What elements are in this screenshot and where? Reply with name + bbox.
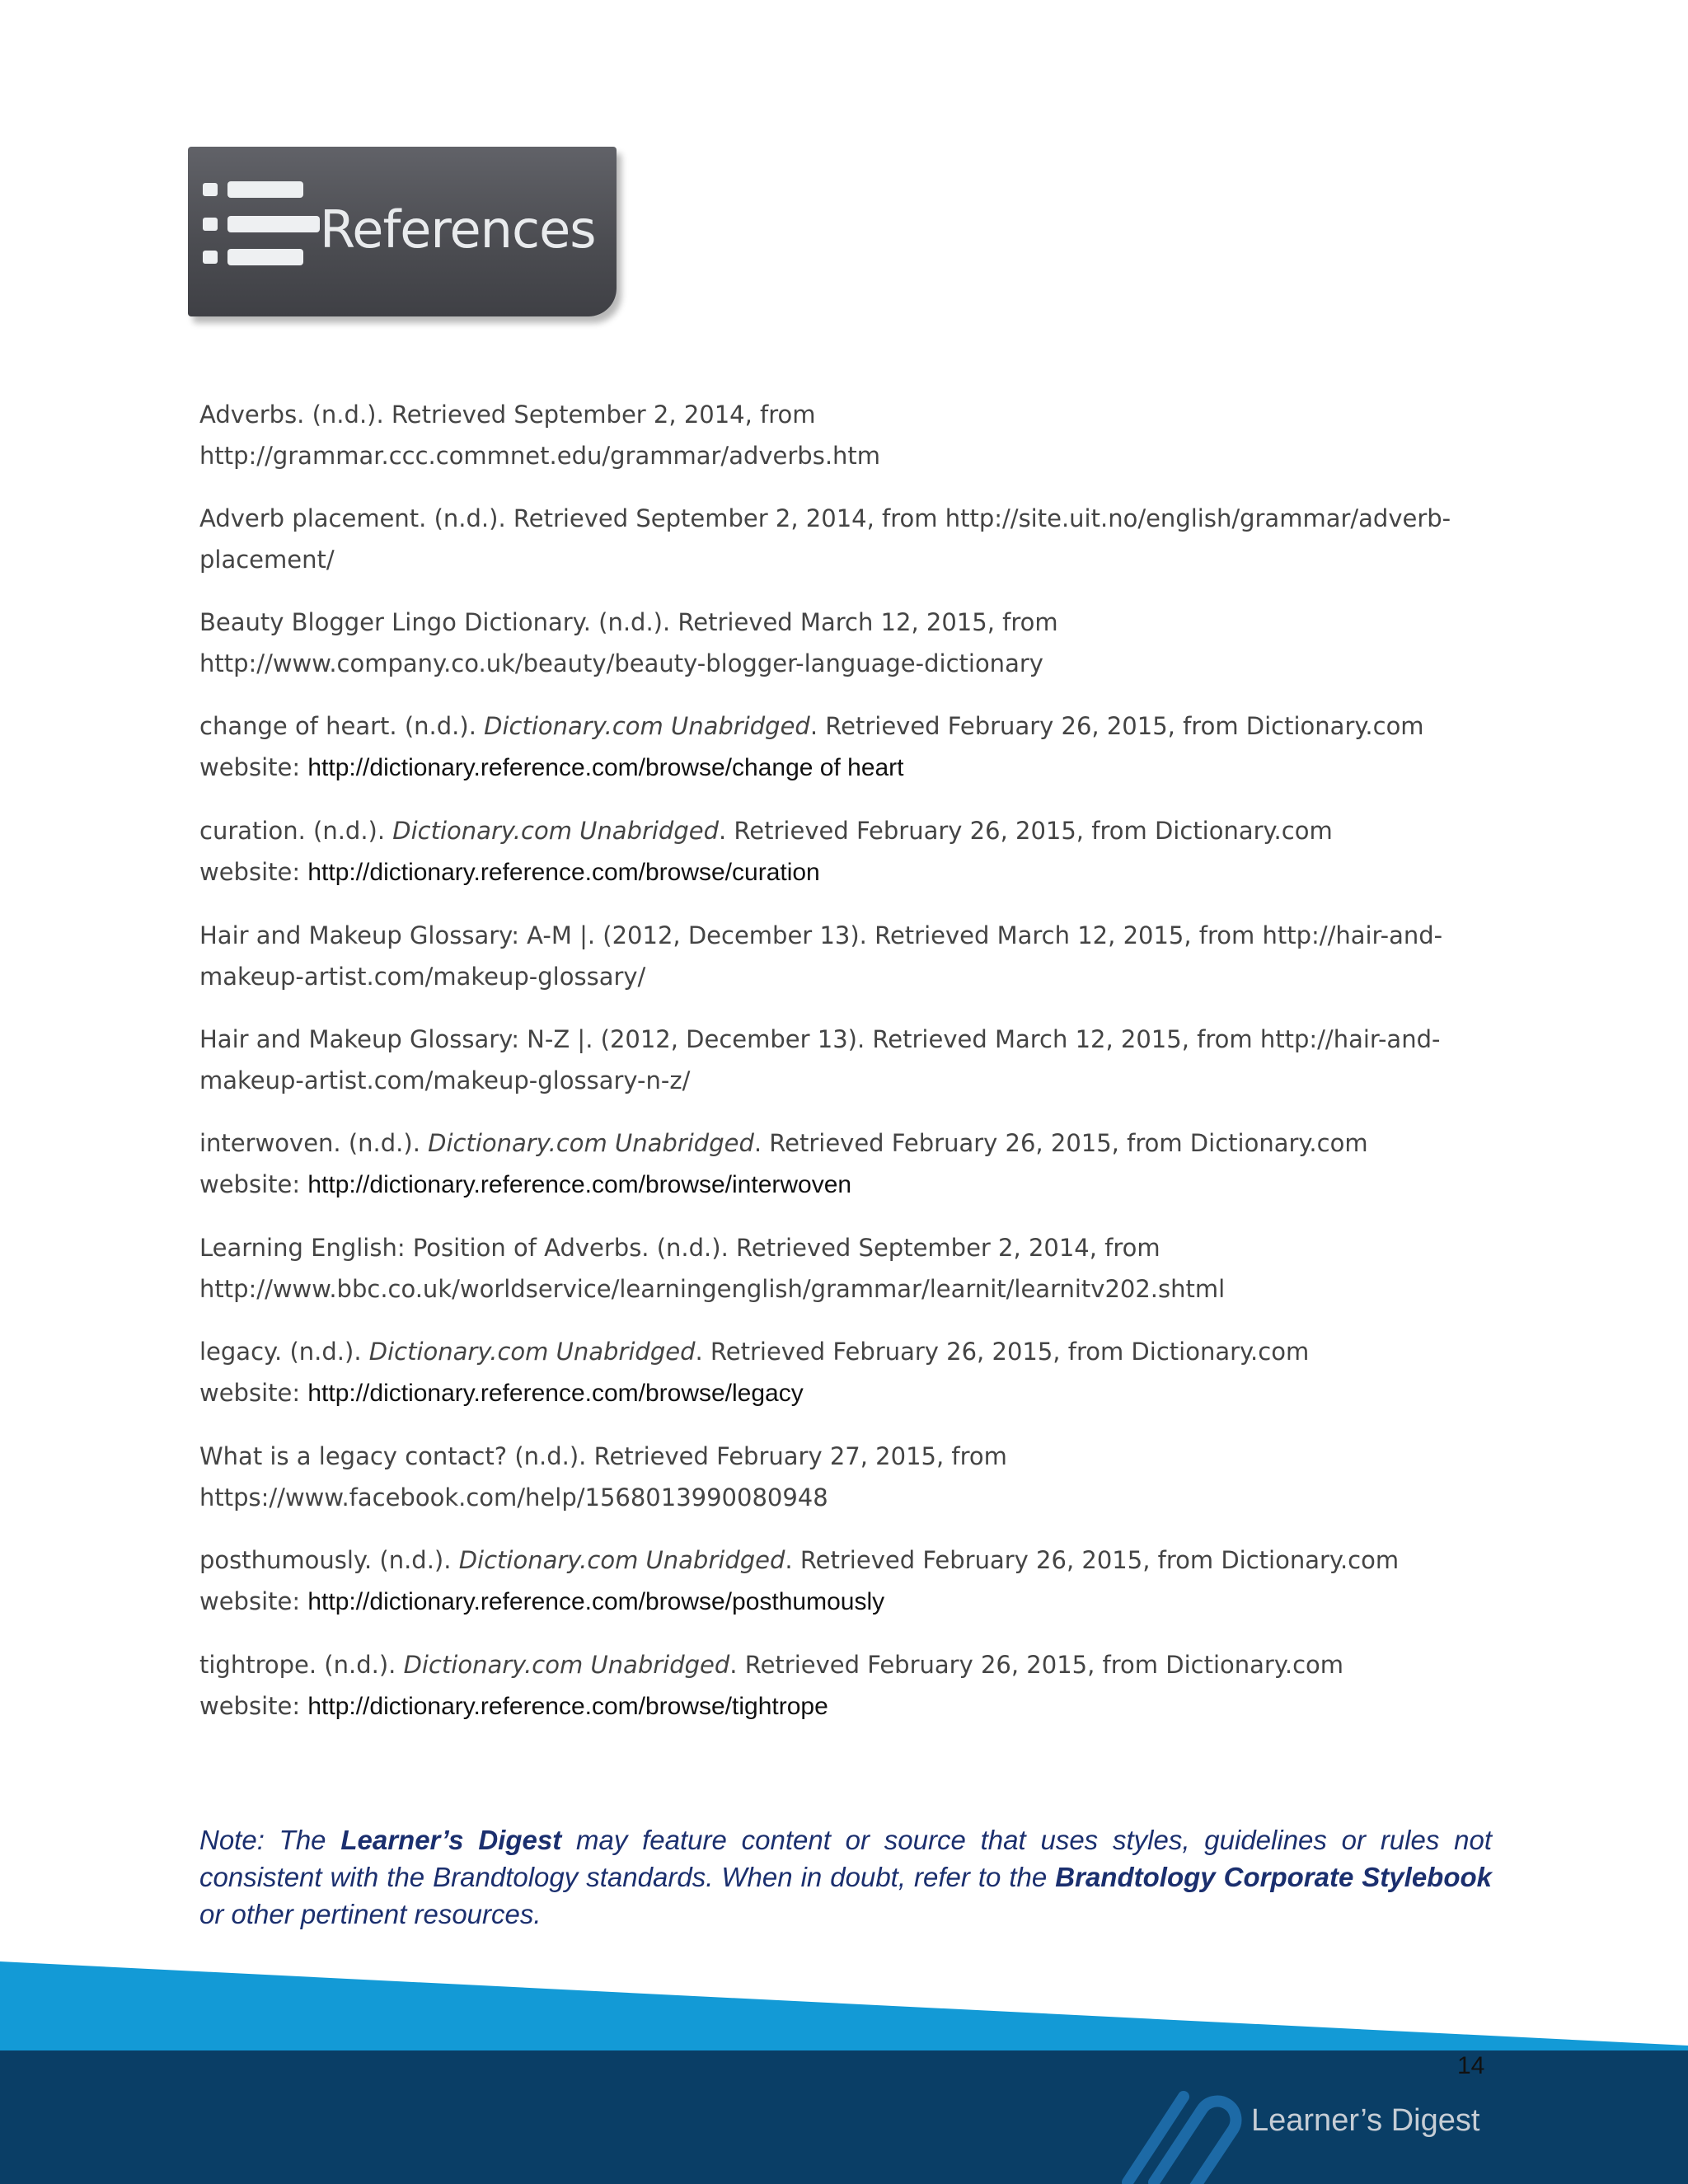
reference-text: . Retrieved February 26, 2015, from Dictionary.com: [809, 712, 1424, 740]
reference-url[interactable]: http://grammar.ccc.commnet.edu/grammar/adverbs.htm: [199, 442, 881, 470]
reference-text: interwoven. (n.d.).: [199, 1129, 429, 1157]
reference-url[interactable]: http://www.bbc.co.uk/worldservice/learningenglish/grammar/learnit/learnitv202.shtml: [199, 1275, 1226, 1303]
note-stylebook-name: Brandtology Corporate Stylebook: [1055, 1862, 1492, 1892]
reference-prefix: website:: [199, 1170, 308, 1198]
reference-source: Dictionary.com Unabridged: [368, 1338, 696, 1366]
reference-source: Dictionary.com Unabridged: [392, 817, 719, 845]
reference-entry: [199, 602, 1485, 684]
note-text: or other pertinent resources.: [199, 1899, 542, 1929]
reference-text: . Retrieved February 26, 2015, from Dictionary.com: [785, 1546, 1400, 1574]
reference-text: . Retrieved February 26, 2015, from Dictionary.com: [695, 1338, 1310, 1366]
reference-prefix: website:: [199, 858, 308, 886]
reference-prefix: website:: [199, 753, 308, 781]
reference-entry: [199, 705, 1485, 789]
reference-source: Dictionary.com Unabridged: [403, 1651, 730, 1679]
reference-entry: [199, 394, 1485, 476]
reference-text: change of heart. (n.d.).: [199, 712, 485, 740]
reference-text: . Retrieved February 26, 2015, from Dictionary.com: [729, 1651, 1344, 1679]
note-text: may feature content or source that uses styles, guidelines or rules not consistent with the Brandtology standards. When in doubt, refer to the: [199, 1825, 1493, 1892]
reference-source: Dictionary.com Unabridged: [428, 1129, 754, 1157]
reference-entry: [199, 498, 1485, 580]
page-title: References: [320, 199, 596, 260]
reference-prefix: website:: [199, 1587, 308, 1615]
disclaimer-note: [199, 1821, 1492, 1933]
list-icon-dot: [203, 218, 218, 231]
reference-text: Hair and Makeup Glossary: N-Z |. (2012, December 13). Retrieved March 12, 2015, from http://hair-and-: [199, 1025, 1441, 1053]
reference-text: . Retrieved February 26, 2015, from Dictionary.com: [753, 1129, 1368, 1157]
reference-text: Adverb placement. (n.d.). Retrieved September 2, 2014, from http://site.uit.no/english/grammar/adverb-: [199, 504, 1451, 532]
reference-url[interactable]: http://dictionary.reference.com/browse/posthumously: [307, 1588, 885, 1615]
reference-text: Hair and Makeup Glossary: A-M |. (2012, December 13). Retrieved March 12, 2015, from http://hair-and-: [199, 921, 1443, 949]
reference-entry: [199, 1227, 1485, 1310]
footer-accent-stripe: [0, 1945, 1688, 2060]
reference-entry: [199, 810, 1485, 893]
reference-source: Dictionary.com Unabridged: [484, 712, 810, 740]
reference-entry: [199, 1644, 1485, 1727]
list-icon: [203, 183, 218, 196]
reference-entry: [199, 915, 1485, 997]
list-icon-bar: [227, 181, 303, 198]
footer-brand-name: Learner’s Digest: [1251, 2103, 1480, 2138]
reference-prefix: website:: [199, 1692, 308, 1720]
page-number: 14: [1457, 2052, 1485, 2079]
reference-prefix: website:: [199, 1379, 308, 1407]
reference-text: legacy. (n.d.).: [199, 1338, 369, 1366]
reference-text: tightrope. (n.d.).: [199, 1651, 404, 1679]
reference-text: Beauty Blogger Lingo Dictionary. (n.d.). Retrieved March 12, 2015, from: [199, 608, 1058, 636]
reference-entry: [199, 1019, 1485, 1101]
reference-url[interactable]: makeup-artist.com/makeup-glossary-n-z/: [199, 1066, 691, 1094]
note-text: Note: The: [199, 1825, 341, 1855]
reference-entry: [199, 1122, 1485, 1206]
reference-list: [199, 394, 1485, 1749]
list-icon-bar: [227, 216, 320, 232]
reference-text: Learning English: Position of Adverbs. (n.d.). Retrieved September 2, 2014, from: [199, 1234, 1160, 1262]
reference-text: What is a legacy contact? (n.d.). Retrieved February 27, 2015, from: [199, 1442, 1007, 1470]
reference-url[interactable]: http://dictionary.reference.com/browse/legacy: [307, 1380, 804, 1407]
reference-text: curation. (n.d.).: [199, 817, 393, 845]
reference-text: . Retrieved February 26, 2015, from Dictionary.com: [719, 817, 1333, 845]
reference-entry: [199, 1331, 1485, 1414]
reference-url[interactable]: https://www.facebook.com/help/1568013990080948: [199, 1483, 828, 1511]
paperclip-icon: [1104, 2085, 1245, 2184]
note-publication-name: Learner’s Digest: [340, 1825, 562, 1855]
reference-url[interactable]: http://dictionary.reference.com/browse/interwoven: [307, 1171, 852, 1198]
reference-url[interactable]: placement/: [199, 546, 335, 574]
references-banner: [188, 147, 617, 316]
reference-text: Adverbs. (n.d.). Retrieved September 2, 2014, from: [199, 401, 816, 429]
reference-text: posthumously. (n.d.).: [199, 1546, 459, 1574]
list-icon-dot: [203, 251, 218, 264]
reference-entry: [199, 1436, 1485, 1518]
reference-url[interactable]: makeup-artist.com/makeup-glossary/: [199, 963, 646, 991]
reference-entry: [199, 1540, 1485, 1623]
reference-url[interactable]: http://www.company.co.uk/beauty/beauty-blogger-language-dictionary: [199, 649, 1043, 677]
reference-url[interactable]: http://dictionary.reference.com/browse/change of heart: [307, 754, 904, 781]
list-icon-bar: [227, 249, 303, 265]
reference-url[interactable]: http://dictionary.reference.com/browse/tightrope: [307, 1693, 828, 1720]
reference-url[interactable]: http://dictionary.reference.com/browse/curation: [307, 859, 820, 886]
reference-source: Dictionary.com Unabridged: [458, 1546, 785, 1574]
